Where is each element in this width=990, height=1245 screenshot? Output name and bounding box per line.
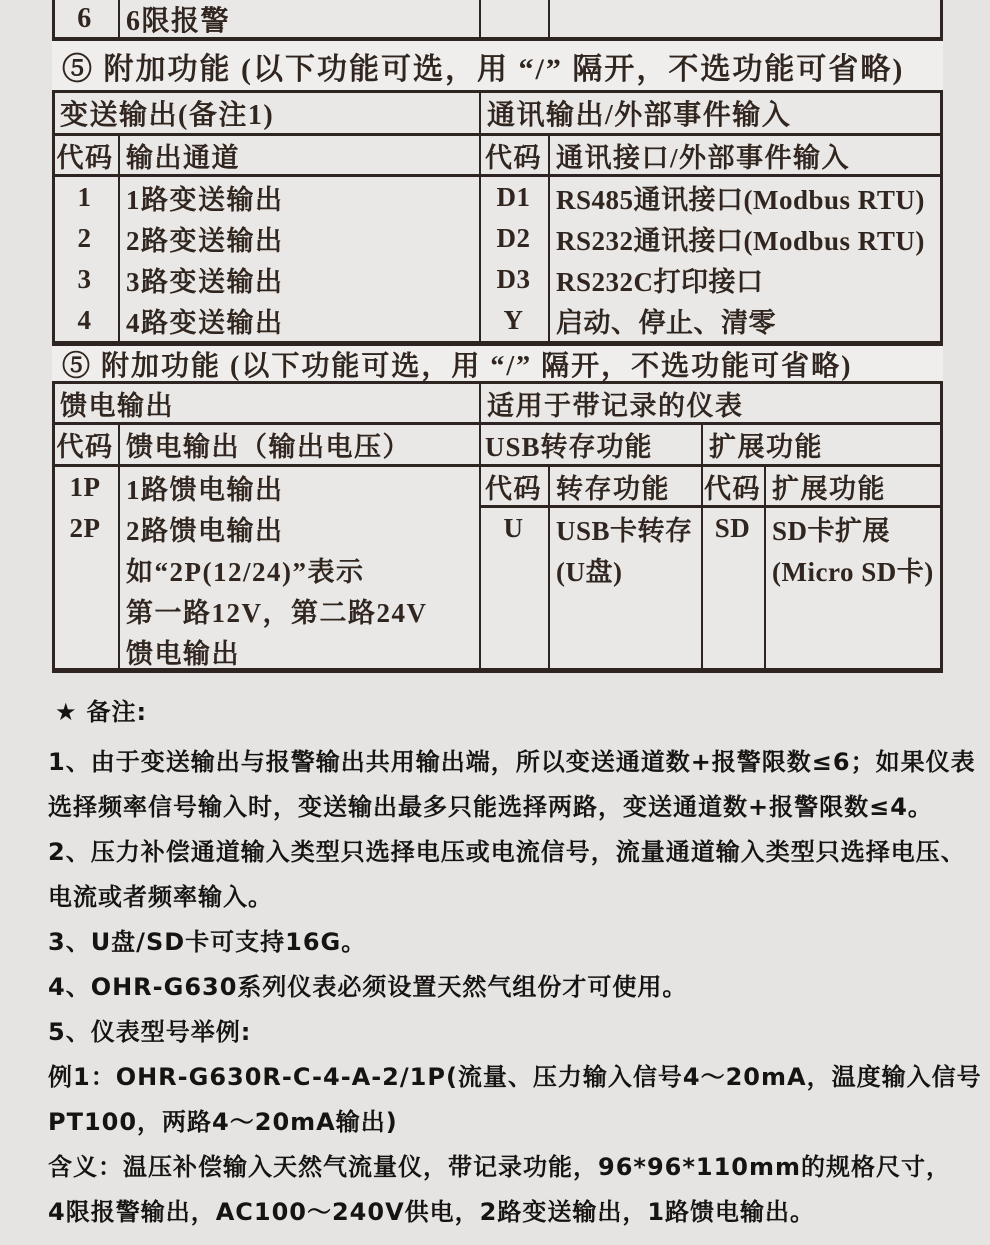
note-line: 1、由于变送输出与报警输出共用输出端，所以变送通道数+报警限数≤6；如果仪表 bbox=[48, 748, 976, 776]
comm-code-header: 代码 bbox=[485, 142, 542, 173]
table-cell: D2 bbox=[496, 223, 531, 253]
table-cell: D3 bbox=[496, 264, 531, 294]
alarm-row-code: 6 bbox=[77, 2, 93, 34]
feed-code-header: 代码 bbox=[56, 432, 114, 462]
table-cell: 2 bbox=[77, 223, 93, 253]
note-line: 5、仪表型号举例: bbox=[48, 1018, 252, 1046]
grid-line bbox=[548, 467, 550, 668]
table-cell: 2P bbox=[69, 513, 101, 543]
sd-value-header: 扩展功能 bbox=[772, 473, 886, 504]
table-cell: RS232通讯接口(Modbus RTU) bbox=[556, 226, 925, 256]
table-cell: (Micro SD卡) bbox=[772, 557, 934, 587]
alarm-row-label: 6限报警 bbox=[126, 5, 231, 37]
grid-line bbox=[118, 0, 120, 37]
notes-title bbox=[55, 692, 147, 727]
table-cell: 如“2P(12/24)”表示 bbox=[126, 557, 365, 587]
usb-code-header: 代码 bbox=[485, 473, 542, 504]
recorder-title: 适用于带记录的仪表 bbox=[487, 390, 744, 421]
table-cell: SD bbox=[714, 513, 751, 543]
table-cell: RS485通讯接口(Modbus RTU) bbox=[556, 185, 925, 215]
table-cell: 1 bbox=[77, 182, 93, 212]
table-cell: 1路变送输出 bbox=[126, 185, 284, 215]
table-cell: 3路变送输出 bbox=[126, 267, 284, 297]
grid-line bbox=[548, 136, 550, 341]
table-cell: 馈电输出 bbox=[126, 639, 240, 669]
grid-line bbox=[479, 0, 481, 37]
table-cell: 3 bbox=[77, 264, 93, 294]
usb-function-title: USB转存功能 bbox=[485, 432, 653, 462]
note-line: 3、U盘/SD卡可支持16G。 bbox=[48, 928, 367, 956]
comm-interface-header: 通讯接口/外部事件输入 bbox=[556, 142, 851, 173]
transmit-output-title: 变送输出(备注1) bbox=[60, 100, 275, 131]
star-icon: ★ bbox=[55, 698, 77, 726]
transmit-code-column bbox=[52, 177, 118, 341]
comm-code-column bbox=[479, 177, 548, 341]
sd-desc-cell bbox=[772, 508, 934, 590]
transmit-code-header: 代码 bbox=[56, 142, 114, 173]
grid-line bbox=[118, 136, 120, 341]
usb-code-cell bbox=[479, 508, 548, 549]
section5-band-1: ⑤ 附加功能 (以下功能可选，用 “/” 隔开，不选功能可省略) bbox=[52, 41, 943, 90]
table-cell: 1路馈电输出 bbox=[126, 475, 284, 505]
note-line: PT100，两路4～20mA输出) bbox=[48, 1108, 398, 1136]
sd-code-header: 代码 bbox=[704, 473, 761, 504]
table-cell: 2路变送输出 bbox=[126, 226, 284, 256]
feed-output-title: 馈电输出 bbox=[60, 390, 174, 421]
grid-line bbox=[118, 425, 120, 668]
table-border-right bbox=[940, 0, 943, 673]
comm-output-title: 通讯输出/外部事件输入 bbox=[487, 100, 792, 131]
table-cell: 1P bbox=[69, 472, 101, 502]
comm-interface-column bbox=[556, 177, 925, 341]
note-line: 选择频率信号输入时，变送输出最多只能选择两路，变送通道数+报警限数≤4。 bbox=[48, 793, 933, 821]
table-cell: RS232C打印接口 bbox=[556, 267, 764, 297]
usb-value-header: 转存功能 bbox=[556, 473, 670, 504]
transmit-channel-column bbox=[126, 177, 284, 341]
note-line: 含义：温压补偿输入天然气流量仪，带记录功能，96*96*110mm的规格尺寸， bbox=[48, 1153, 952, 1181]
model-selection-table bbox=[52, 0, 943, 673]
usb-desc-cell bbox=[556, 508, 693, 590]
transmit-channel-header: 输出通道 bbox=[126, 142, 240, 173]
table-cell: Y bbox=[503, 305, 524, 335]
note-line: 4、OHR-G630系列仪表必须设置天然气组份才可使用。 bbox=[48, 973, 688, 1001]
note-line: 2、压力补偿通道输入类型只选择电压或电流信号，流量通道输入类型只选择电压、 bbox=[48, 838, 966, 866]
feed-output-column bbox=[126, 467, 428, 672]
expand-function-title: 扩展功能 bbox=[709, 432, 823, 462]
table-cell: 4 bbox=[77, 305, 93, 335]
note-line: 例1：OHR-G630R-C-4-A-2/1P(流量、压力输入信号4～20mA，温度输入信号 bbox=[48, 1063, 982, 1091]
table-cell: (U盘) bbox=[556, 557, 623, 587]
table-cell: 启动、停止、清零 bbox=[556, 308, 776, 338]
note-line: 4限报警输出，AC100～240V供电，2路变送输出，1路馈电输出。 bbox=[48, 1198, 816, 1226]
section5-band-2: ⑤ 附加功能 (以下功能可选，用 “/” 隔开，不选功能可省略) bbox=[52, 346, 943, 381]
grid-line bbox=[548, 0, 550, 37]
table-cell: 第一路12V，第二路24V bbox=[126, 598, 428, 628]
grid-line bbox=[764, 467, 766, 668]
notes-title-text: 备注: bbox=[86, 698, 148, 726]
feed-output-header: 馈电输出（输出电压） bbox=[126, 432, 411, 462]
table-cell: 2路馈电输出 bbox=[126, 516, 284, 546]
sd-code-cell bbox=[701, 508, 764, 549]
table-cell: USB卡转存 bbox=[556, 516, 693, 546]
note-line: 电流或者频率输入。 bbox=[48, 883, 273, 911]
table-cell: 4路变送输出 bbox=[126, 308, 284, 338]
table-cell: SD卡扩展 bbox=[772, 516, 891, 546]
feed-code-column bbox=[52, 467, 118, 549]
table-cell: D1 bbox=[496, 182, 531, 212]
table-cell: U bbox=[503, 513, 524, 543]
